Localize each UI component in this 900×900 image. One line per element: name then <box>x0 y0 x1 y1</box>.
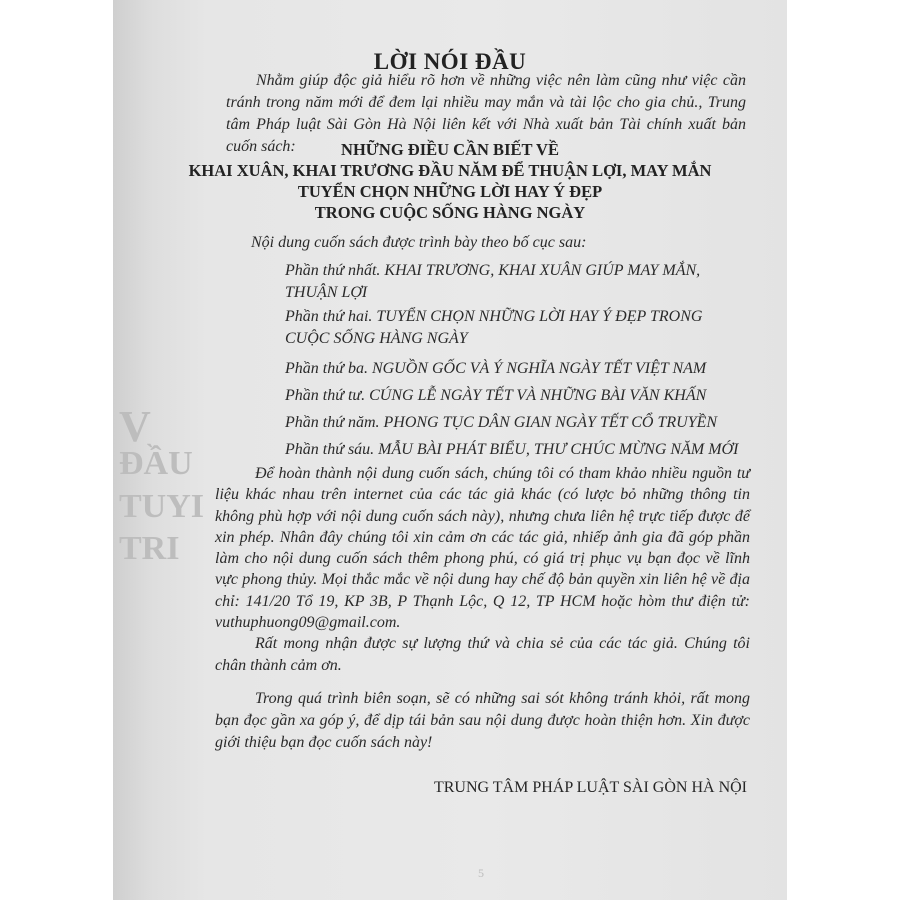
contents-part-1 <box>285 260 755 304</box>
part-title: CÚNG LỄ NGÀY TẾT VÀ NHỮNG BÀI VĂN KHẤN <box>369 387 707 404</box>
book-title-block <box>113 139 787 223</box>
book-title-line: NHỮNG ĐIỀU CẦN BIẾT VỀ <box>341 140 559 159</box>
intro-paragraph: Nhằm giúp độc giả hiểu rõ hơn về những việc nên làm cũng như việc cần tránh trong năm mới để đem lại nhiều may mắn và tài lộc cho gia chủ., Trung tâm Pháp luật Sài Gòn Hà Nội liên kết với Nhà xuất bản Tài chính xuất bản cuốn sách: <box>226 72 746 155</box>
part-title-cont: THUẬN LỢI <box>285 284 368 301</box>
page-title: LỜI NÓI ĐẦU <box>373 49 527 75</box>
part-label: Phần thứ sáu. <box>285 441 375 458</box>
contents-part-2 <box>285 306 755 350</box>
acknowledgement-paragraph: Để hoàn thành nội dung cuốn sách, chúng tôi có tham khảo nhiều nguồn tư liệu khác nhau trên internet của các tác giả khác (có lược bỏ những thông tin không phù hợp với nội dung cuốn sách này), nhưng chưa liên hệ trực tiếp được để xin phép. Nhân đây chúng tôi xin cảm ơn các tác giả, nhiếp ảnh gia đã góp phần làm cho nội dung cuốn sách thêm phong phú, có giá trị phục vụ bạn đọc về lĩnh vực phong thủy. Mọi thắc mắc về nội dung hay chế độ bản quyền xin liên hệ về địa chỉ: 141/20 Tổ 19, KP 3B, P Thạnh Lộc, Q 12, TP HCM hoặc hòm thư điện tử: vuthuphuong09@gmail.com. <box>215 465 750 632</box>
part-label: Phần thứ hai. <box>285 308 373 325</box>
signature: TRUNG TÂM PHÁP LUẬT SÀI GÒN HÀ NỘI <box>433 779 747 796</box>
part-label: Phần thứ ba. <box>285 360 368 377</box>
closing-paragraph: Trong quá trình biên soạn, sẽ có những sai sót không tránh khỏi, rất mong bạn đọc gần xa góp ý, để dịp tái bản sau nội dung được hoàn thiện hơn. Xin được giới thiệu bạn đọc cuốn sách này! <box>215 690 750 751</box>
page-number-mark: 5 <box>478 866 484 880</box>
book-title-line: KHAI XUÂN, KHAI TRƯƠNG ĐẦU NĂM ĐỂ THUẬN LỢI, MAY MẮN <box>188 161 712 180</box>
contents-lead: Nội dung cuốn sách được trình bày theo bố cục sau: <box>251 234 587 251</box>
part-label: Phần thứ nhất. <box>285 262 381 279</box>
part-label: Phần thứ năm. <box>285 414 380 431</box>
contents-part-3 <box>285 358 755 380</box>
book-title-line: TUYỂN CHỌN NHỮNG LỜI HAY Ý ĐẸP <box>297 182 603 201</box>
part-title: MẪU BÀI PHÁT BIỂU, THƯ CHÚC MỪNG NĂM MỚI <box>378 441 739 458</box>
part-title: KHAI TRƯƠNG, KHAI XUÂN GIÚP MAY MẮN, <box>384 262 701 279</box>
book-title-line: TRONG CUỘC SỐNG HÀNG NGÀY <box>314 203 586 222</box>
part-title-cont: CUỘC SỐNG HÀNG NGÀY <box>285 330 468 347</box>
contents-part-4 <box>285 385 755 407</box>
show-through-glyph: TRI <box>119 530 180 567</box>
book-page-photo <box>113 0 787 900</box>
contents-part-5 <box>285 412 755 434</box>
show-through-glyph: TUYI <box>119 488 205 525</box>
show-through-glyph: V <box>119 402 151 451</box>
part-title: NGUỒN GỐC VÀ Ý NGHĨA NGÀY TẾT VIỆT NAM <box>371 360 707 377</box>
part-label: Phần thứ tư. <box>285 387 366 404</box>
part-title: TUYỂN CHỌN NHỮNG LỜI HAY Ý ĐẸP TRONG <box>376 308 703 325</box>
contents-part-6 <box>285 439 755 461</box>
thanks-paragraph: Rất mong nhận được sự lượng thứ và chia sẻ của các tác giả. Chúng tôi chân thành cảm ơn. <box>215 635 750 674</box>
show-through-glyph: ĐẦU <box>119 445 193 482</box>
part-title: PHONG TỤC DÂN GIAN NGÀY TẾT CỔ TRUYỀN <box>383 414 718 431</box>
